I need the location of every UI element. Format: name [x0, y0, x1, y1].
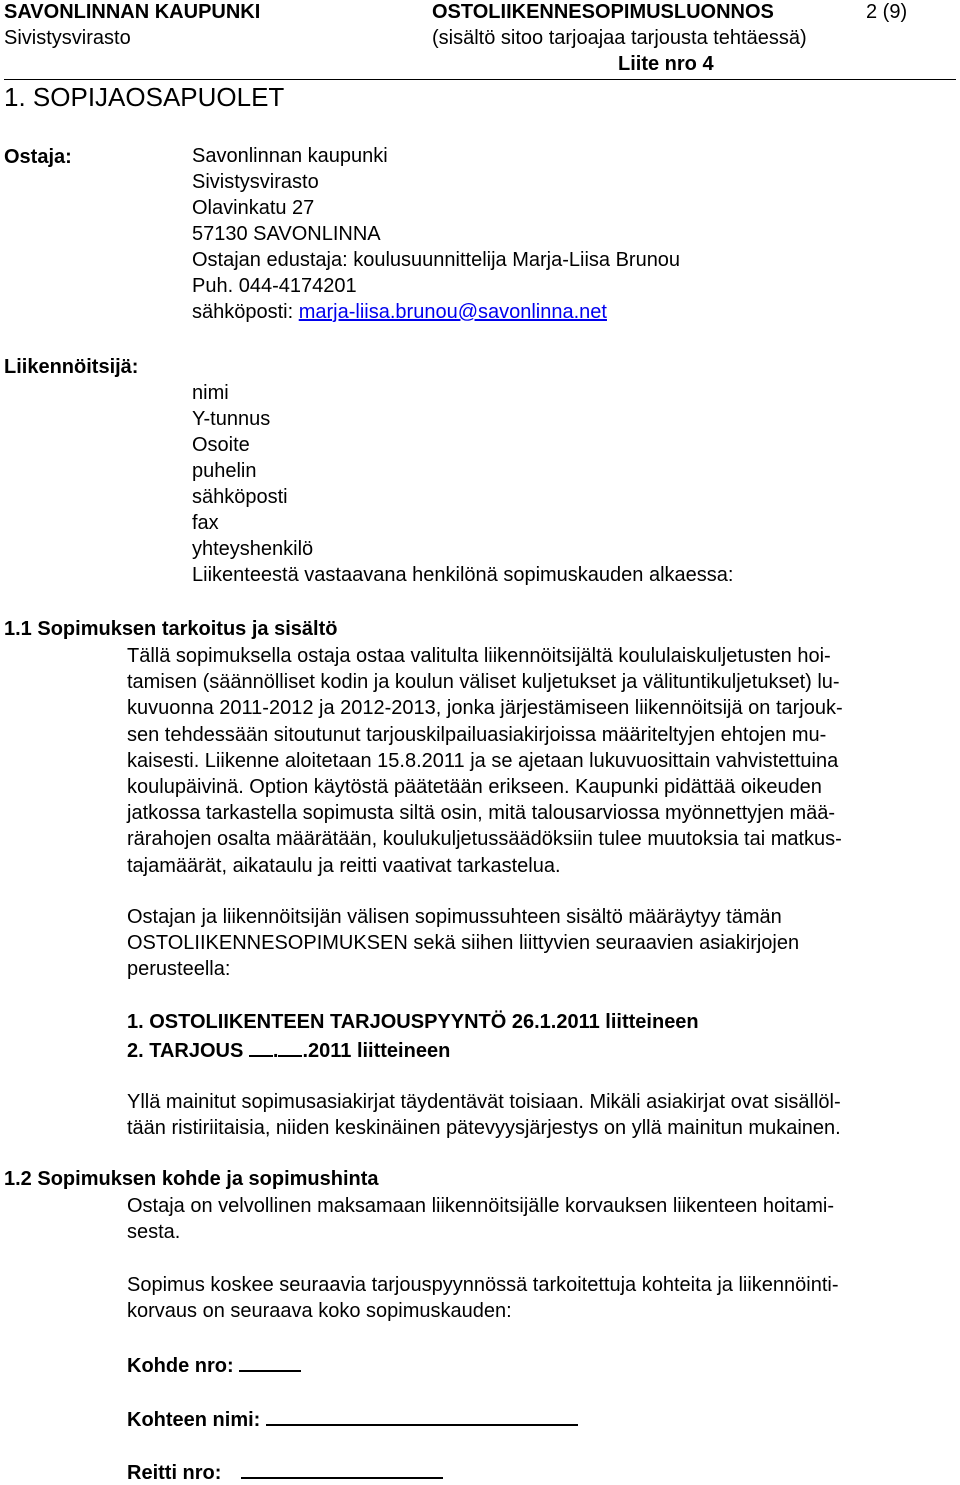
field-reitti-nro [127, 1459, 443, 1485]
blank-day [249, 1037, 273, 1057]
section-1-title: 1. SOPIJAOSAPUOLET [4, 82, 285, 112]
text-line: kaisesti. Liikenne aloitetaan 15.8.2011 ja se ajetaan lukuvuosittain vahvistettuina [127, 749, 839, 772]
header-page-number: 2 (9) [866, 1, 908, 23]
field-label: Kohde nro: [127, 1355, 234, 1377]
section-1-1-title: 1.1 Sopimuksen tarkoitus ja sisältö [4, 618, 338, 640]
text-line: Sopimus koskee seuraavia tarjouspyynnössä tarkoitettuja kohteita ja liikennöinti- [127, 1274, 839, 1296]
operator-line: Osoite [192, 434, 250, 456]
text-line: Ostaja on velvollinen maksamaan liikennöitsijälle korvauksen liikenteen hoitami- [127, 1195, 835, 1217]
header-dept: Sivistysvirasto [4, 27, 131, 49]
contract-document-item-2 [127, 1037, 450, 1063]
kohde-nro-blank [239, 1352, 301, 1372]
field-label: Kohteen nimi: [127, 1409, 261, 1431]
section-1-2-paragraph-2 [127, 1272, 945, 1324]
header-doc-subtitle: (sisältö sitoo tarjoajaa tarjousta tehtäessä) [432, 27, 807, 49]
item-2-prefix: 2. TARJOUS [127, 1040, 249, 1062]
buyer-line: Sivistysvirasto [192, 171, 319, 193]
operator-line: yhteyshenkilö [192, 538, 314, 560]
text-line: Yllä mainitut sopimusasiakirjat täydentävät toisiaan. Mikäli asiakirjat ovat sisällöl- [127, 1091, 841, 1113]
buyer-email-line [192, 299, 680, 325]
contract-document-item-1: 1. OSTOLIIKENTEEN TARJOUSPYYNTÖ 26.1.2011 liitteineen [127, 1011, 699, 1033]
buyer-line: Ostajan edustaja: koulusuunnittelija Marja-Liisa Brunou [192, 249, 681, 271]
buyer-label: Ostaja: [4, 146, 72, 168]
item-2-suffix: .2011 liitteineen [302, 1040, 451, 1062]
operator-line: fax [192, 512, 219, 534]
field-kohteen-nimi [127, 1406, 578, 1432]
operator-line: Y-tunnus [192, 408, 271, 430]
text-line: tamisen (säännölliset kodin ja koulun väliset kuljetukset ja välituntikuljetukset) lu- [127, 671, 840, 694]
text-line: rärahojen osalta määrätään, koulukuljetussäädöksiin tulee muutoksia tai matkus- [127, 828, 842, 851]
operator-line: puhelin [192, 460, 257, 482]
header-doc-title: OSTOLIIKENNESOPIMUSLUONNOS [432, 1, 774, 23]
operator-label: Liikennöitsijä: [4, 356, 139, 378]
buyer-line: Olavinkatu 27 [192, 197, 315, 219]
buyer-address [192, 143, 680, 325]
operator-fields [192, 380, 733, 588]
operator-line: sähköposti [192, 486, 288, 508]
section-1-1-paragraph-3 [127, 1089, 945, 1141]
section-1-1-paragraph-1 [127, 643, 945, 879]
text-line: koulupäivinä. Option käytöstä päätetään erikseen. Kaupunki pidättää oikeuden [127, 776, 822, 799]
field-label: Reitti nro: [127, 1462, 222, 1484]
email-prefix: sähköposti: [192, 301, 299, 323]
text-line: korvaus on seuraava koko sopimuskauden: [127, 1300, 512, 1323]
operator-line: Liikenteestä vastaavana henkilönä sopimuskauden alkaessa: [192, 564, 734, 586]
buyer-line: 57130 SAVONLINNA [192, 223, 381, 245]
text-line: Ostajan ja liikennöitsijän välisen sopimussuhteen sisältö määräytyy tämän [127, 906, 782, 928]
item-2-dot: . [272, 1040, 279, 1062]
email-link[interactable]: marja-liisa.brunou@savonlinna.net [298, 301, 607, 323]
buyer-line: Savonlinnan kaupunki [192, 145, 388, 167]
section-1-2-paragraph-1 [127, 1193, 945, 1245]
section-1-1-paragraph-2 [127, 904, 945, 983]
blank-month [278, 1037, 302, 1057]
text-line: sen tehdessään sitoutunut tarjouskilpailuasiakirjoissa määriteltyjen ehtojen mu- [127, 723, 827, 746]
reitti-nro-blank [241, 1459, 443, 1479]
header-rule [4, 79, 956, 80]
header-org: SAVONLINNAN KAUPUNKI [4, 1, 261, 23]
header-attachment: Liite nro 4 [618, 53, 714, 75]
buyer-line: Puh. 044-4174201 [192, 275, 357, 297]
text-line: perusteella: [127, 958, 231, 981]
text-line: sesta. [127, 1221, 181, 1244]
kohteen-nimi-blank [266, 1406, 578, 1426]
text-line: OSTOLIIKENNESOPIMUKSEN sekä siihen liittyvien seuraavien asiakirjojen [127, 932, 800, 955]
text-line: jatkossa tarkastella sopimusta siltä osin, mitä talousarviossa myönnettyjen mää- [127, 802, 836, 825]
text-line: kuvuonna 2011-2012 ja 2012-2013, jonka järjestämiseen liikennöitsijä on tarjouk- [127, 697, 843, 720]
operator-line: nimi [192, 382, 229, 404]
text-line: tajamäärät, aikataulu ja reitti vaativat tarkastelua. [127, 854, 561, 877]
field-kohde-nro [127, 1352, 301, 1378]
section-1-2-title: 1.2 Sopimuksen kohde ja sopimushinta [4, 1168, 379, 1190]
text-line: tään ristiriitaisia, niiden keskinäinen pätevyysjärjestys on yllä mainitun mukainen. [127, 1117, 841, 1140]
text-line: Tällä sopimuksella ostaja ostaa valitulta liikennöitsijältä koululaiskuljetusten hoi- [127, 645, 831, 667]
